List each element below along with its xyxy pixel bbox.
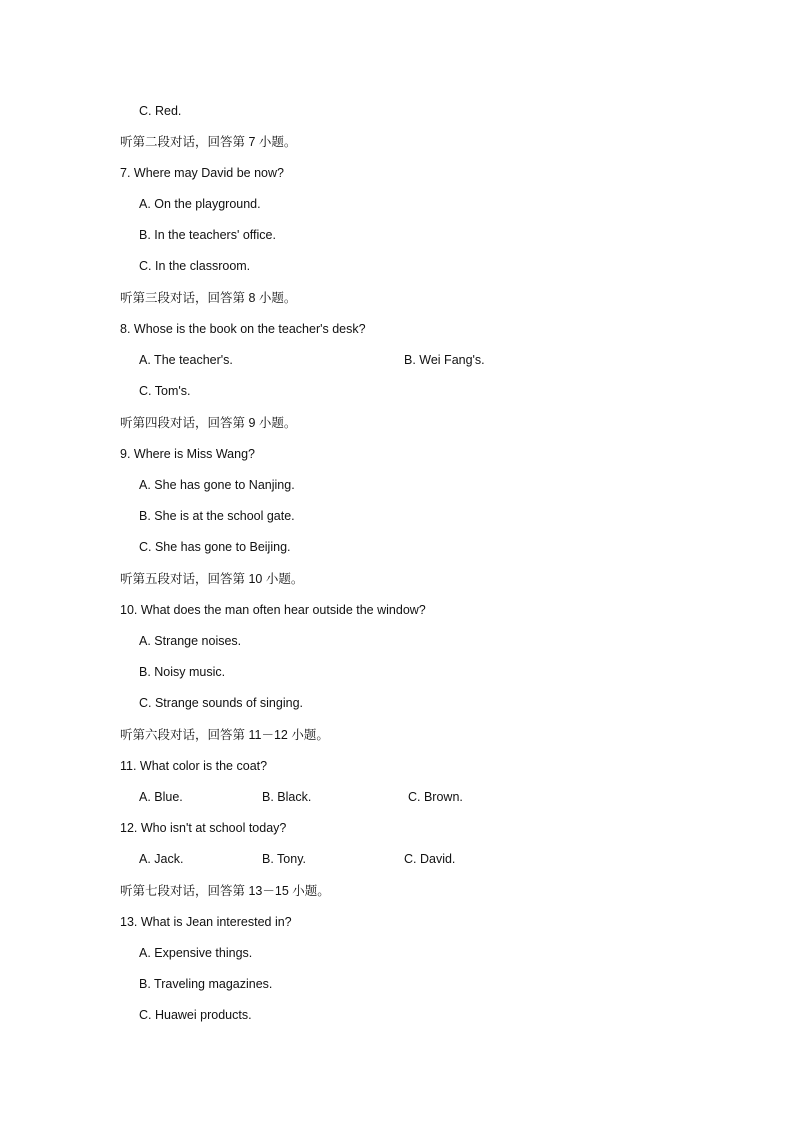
q8-option-c: C. Tom's. xyxy=(139,384,191,398)
section-instruction-2: 听第二段对话，回答第 7 小题。 xyxy=(120,135,297,149)
q9-option-c: C. She has gone to Beijing. xyxy=(139,540,291,554)
q12-option-c: C. David. xyxy=(404,852,456,866)
q11-option-c: C. Brown. xyxy=(408,790,463,804)
q11-option-b: B. Black. xyxy=(262,790,312,804)
q7-option-c: C. In the classroom. xyxy=(139,259,251,273)
q12-option-a: A. Jack. xyxy=(139,852,184,866)
q10-option-b: B. Noisy music. xyxy=(139,665,226,679)
section-instruction-6: 听第六段对话，回答第 11－12 小题。 xyxy=(120,728,329,742)
q13-option-b: B. Traveling magazines. xyxy=(139,977,273,991)
question-7: 7. Where may David be now? xyxy=(120,166,284,180)
q8-option-b: B. Wei Fang's. xyxy=(404,353,485,367)
question-12: 12. Who isn't at school today? xyxy=(120,821,287,835)
section-instruction-5: 听第五段对话，回答第 10 小题。 xyxy=(120,572,304,586)
q10-option-a: A. Strange noises. xyxy=(139,634,242,648)
q8-option-a: A. The teacher's. xyxy=(139,353,233,367)
q12-option-b: B. Tony. xyxy=(262,852,307,866)
q7-option-a: A. On the playground. xyxy=(139,197,261,211)
q13-option-a: A. Expensive things. xyxy=(139,946,253,960)
q9-option-a: A. She has gone to Nanjing. xyxy=(139,478,295,492)
question-8: 8. Whose is the book on the teacher's desk? xyxy=(120,322,366,336)
question-11: 11. What color is the coat? xyxy=(120,759,268,773)
section-instruction-4: 听第四段对话，回答第 9 小题。 xyxy=(120,416,297,430)
question-9: 9. Where is Miss Wang? xyxy=(120,447,255,461)
question-10: 10. What does the man often hear outside the window? xyxy=(120,603,426,617)
section-instruction-7: 听第七段对话，回答第 13－15 小题。 xyxy=(120,884,330,898)
section-instruction-3: 听第三段对话，回答第 8 小题。 xyxy=(120,291,297,305)
q9-option-b: B. She is at the school gate. xyxy=(139,509,295,523)
question-13: 13. What is Jean interested in? xyxy=(120,915,292,929)
q10-option-c: C. Strange sounds of singing. xyxy=(139,696,303,710)
q13-option-c: C. Huawei products. xyxy=(139,1008,252,1022)
q11-option-a: A. Blue. xyxy=(139,790,183,804)
option-c-red: C. Red. xyxy=(139,104,182,118)
q7-option-b: B. In the teachers' office. xyxy=(139,228,276,242)
